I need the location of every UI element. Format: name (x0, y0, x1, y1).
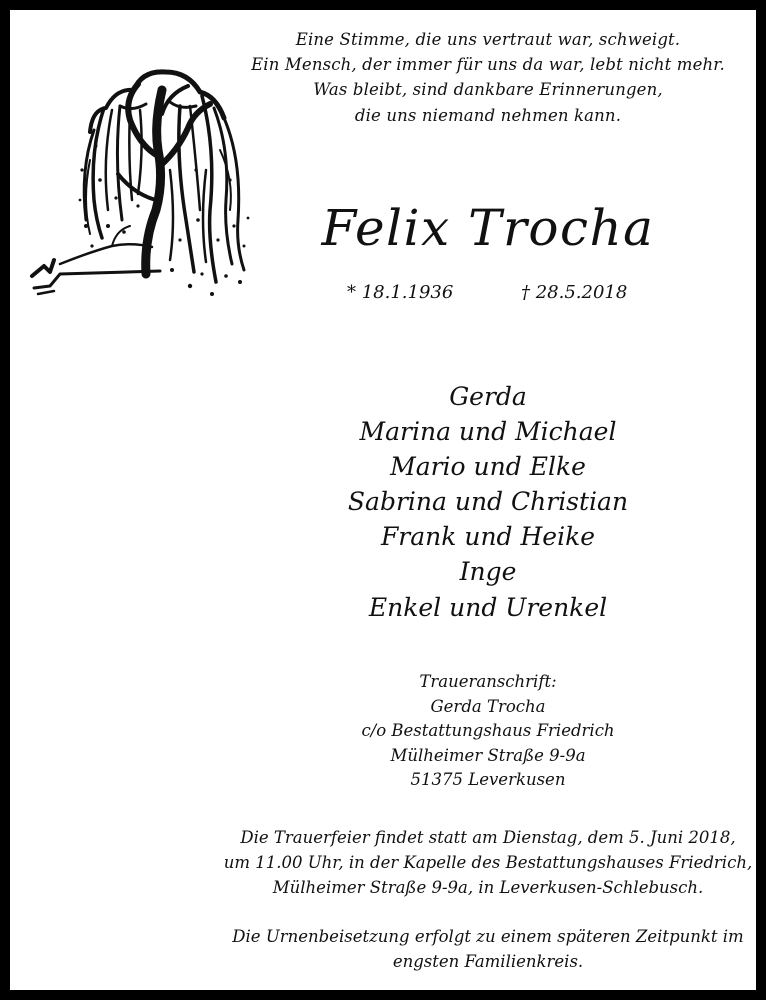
death-date: † 28.5.2018 (521, 282, 628, 303)
weeping-willow-icon (20, 50, 252, 314)
mourner-name: Mario und Elke (390, 452, 586, 482)
mourner-name: Sabrina und Christian (347, 487, 629, 517)
address-line: Mülheimer Straße 9-9a (390, 745, 586, 765)
obituary-notice (10, 10, 756, 990)
mourner-name: Enkel und Urenkel (368, 592, 608, 622)
mourner-name: Frank und Heike (380, 522, 596, 552)
urn-line: Die Urnenbeisetzung erfolgt zu einem späteren Zeitpunkt im (232, 927, 744, 946)
motto-verse (210, 27, 756, 128)
mourners-list (210, 379, 756, 625)
address-heading: Traueranschrift: (419, 672, 557, 691)
ceremony-line: Mülheimer Straße 9-9a, in Leverkusen-Schlebusch. (272, 878, 704, 898)
mourner-name: Marina und Michael (359, 417, 617, 447)
ceremony-line: Die Trauerfeier findet statt am Dienstag, dem 5. Juni 2018, (240, 828, 736, 847)
mourning-address (210, 670, 756, 793)
address-line: 51375 Leverkusen (410, 770, 566, 790)
mourner-name: Inge (459, 557, 517, 587)
address-line: c/o Bestattungshaus Friedrich (361, 721, 615, 741)
mourner-name: Gerda (449, 382, 527, 411)
birth-date: * 18.1.1936 (347, 282, 454, 303)
urn-burial-info (210, 924, 756, 974)
deceased-name: Felix Trocha (321, 199, 655, 257)
motto-line: Eine Stimme, die uns vertraut war, schweigt. (295, 30, 681, 49)
funeral-ceremony-info (210, 825, 756, 901)
address-line: Gerda Trocha (430, 696, 546, 716)
urn-line: engsten Familienkreis. (392, 952, 584, 972)
motto-line: die uns niemand nehmen kann. (354, 105, 622, 125)
motto-line: Ein Mensch, der immer für uns da war, lebt nicht mehr. (251, 55, 725, 75)
life-dates (210, 282, 756, 308)
ceremony-line: um 11.00 Uhr, in der Kapelle des Bestattungshauses Friedrich, (223, 853, 753, 873)
motto-line: Was bleibt, sind dankbare Erinnerungen, (313, 80, 663, 100)
